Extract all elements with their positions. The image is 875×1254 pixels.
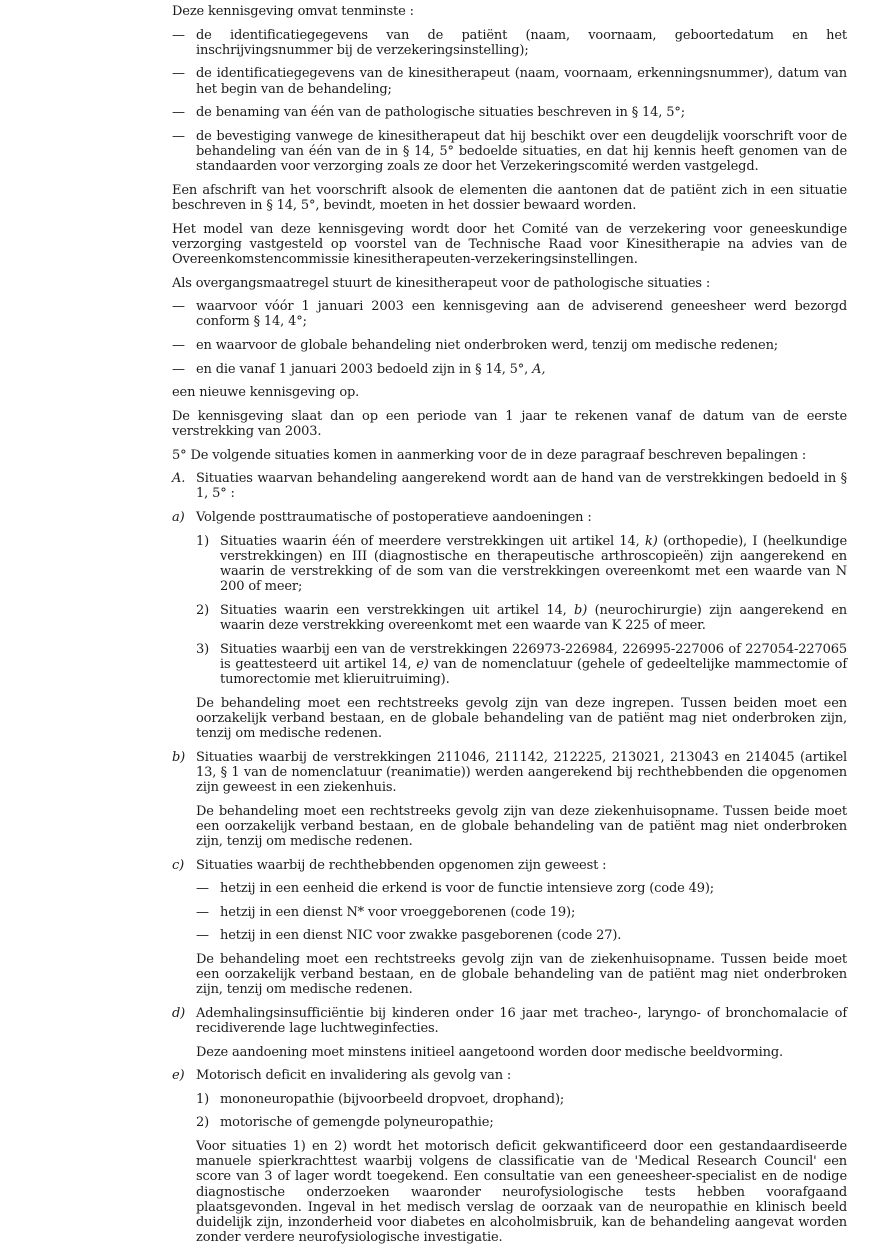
list-item-text: de identificatiegegevens van de kinesitherapeut (naam, voornaam, erkenningsnummer), datum van het begin van de behandeling; — [196, 66, 847, 97]
sub-item — [172, 1092, 847, 1107]
item-c — [172, 858, 847, 873]
sub-item-text: Situaties waarin één of meerdere verstrekkingen uit artikel 14, — [220, 533, 640, 549]
italic-ref: e) — [416, 656, 429, 672]
number-marker: 3) — [196, 641, 210, 657]
sub-item-text: Situaties waarbij een van de verstrekkingen 226973-226984, 226995-227006 of 227054-227065 is geattesteerd uit artikel 14, — [220, 641, 847, 672]
item-marker: e) — [172, 1068, 185, 1084]
list-item — [172, 299, 847, 329]
sub-item — [172, 1115, 847, 1130]
sub-item-text: Situaties waarin een verstrekkingen uit artikel 14, — [220, 602, 567, 618]
note-b: De behandeling moet een rechtstreeks gevolg zijn van deze ziekenhuisopname. Tussen beide moet een oorzakelijk verband bestaan, en de globale behandeling van de patiënt mag niet onderbroken zijn, tenzij om medische redenen. — [196, 803, 847, 849]
list-item — [172, 129, 847, 175]
sub-item — [172, 881, 847, 896]
intro-paragraph: Deze kennisgeving omvat tenminste : — [172, 4, 414, 19]
item-a — [172, 510, 847, 525]
paragraph-5: 5° De volgende situaties komen in aanmerking voor de in deze paragraaf beschreven bepalingen : — [172, 447, 807, 463]
list-item-text: de bevestiging vanwege de kinesitherapeut dat hij beschikt over een deugdelijk voorschrift voor de behandeling van één van de in § 14, 5° bedoelde situaties, en dat hij kennis heeft genomen van de standaarden voor verzorging zoals ze door het Verzekeringscomité werden vastgelegd. — [196, 128, 847, 175]
item-e — [172, 1068, 847, 1083]
list-item — [172, 66, 847, 96]
sub-item-text: hetzij in een dienst NIC voor zwakke pasgeborenen (code 27). — [220, 928, 622, 944]
item-text: Situaties waarbij de rechthebbenden opgenomen zijn geweest : — [196, 857, 607, 873]
note-d: Deze aandoening moet minstens initieel aangetoond worden door medische beeldvorming. — [196, 1044, 783, 1060]
section-a-heading — [172, 471, 847, 501]
list-item-text: en waarvoor de globale behandeling niet onderbroken werd, tenzij om medische redenen; — [196, 337, 779, 353]
italic-ref: b) — [574, 602, 588, 618]
list-item-text: de identificatiegegevens van de patiënt (naam, voornaam, geboortedatum en het inschrijvingsnummer bij de verzekeringsinstelling); — [196, 27, 847, 58]
sub-item — [172, 642, 847, 688]
item-text: Ademhalingsinsufficiëntie bij kinderen onder 16 jaar met tracheo-, laryngo- of bronchomalacie of recidiverende lage luchtweginfecties. — [196, 1005, 847, 1037]
number-marker: 2) — [196, 602, 210, 618]
sub-item-text: (neurochirurgie) zijn aangerekend en waarin deze verstrekking overeenkomt met een waarde van K 225 of meer. — [220, 602, 848, 633]
dash-marker: — — [172, 66, 185, 82]
number-marker: 2) — [196, 1115, 210, 1131]
paragraph-model: Het model van deze kennisgeving wordt door het Comité van de verzekering voor geneeskundige verzorging vastgesteld op voorstel van de Technische Raad voor Kinesitherapie na advies van de Overeenkomstencommissie kinesitherapeuten-verzekeringsinstellingen. — [172, 221, 847, 267]
dash-marker: — — [196, 881, 209, 897]
sub-item-text: hetzij in een eenheid die erkend is voor de functie intensieve zorg (code 49); — [220, 881, 715, 897]
dash-marker: — — [196, 928, 209, 944]
sub-item-text: (orthopedie), I (heelkundige verstrekkingen) en III (diagnostische en therapeutische arthroscopieën) zijn aangerekend en waarin de verstrekking of de som van die verstrekkingen overeenkomt met een waarde van N 200 of meer; — [220, 533, 848, 595]
list-item-text: waarvoor vóór 1 januari 2003 een kennisgeving aan de adviserend geneesheer werd bezorgd conform § 14, 4°; — [196, 299, 847, 330]
paragraph-afschrift: Een afschrift van het voorschrift alsook de elementen die aantonen dat de patiënt zich in een situatie beschreven in § 14, 5°, bevindt, moeten in het dossier bewaard worden. — [172, 182, 847, 213]
item-text: Motorisch deficit en invalidering als gevolg van : — [196, 1068, 512, 1084]
dash-marker: — — [172, 128, 185, 144]
document-page — [172, 4, 847, 1254]
sub-item — [172, 905, 847, 920]
list-item-text: de benaming van één van de pathologische situaties beschreven in § 14, 5°; — [196, 105, 685, 121]
list-item-text: en die vanaf 1 januari 2003 bedoeld zijn in § 14, 5°, — [196, 361, 529, 377]
number-marker: 1) — [196, 533, 210, 549]
paragraph-overgang: Als overgangsmaatregel stuurt de kinesitherapeut voor de pathologische situaties : — [172, 275, 711, 291]
item-text: Volgende posttraumatische of postoperatieve aandoeningen : — [196, 509, 592, 525]
note-e: Voor situaties 1) en 2) wordt het motorisch deficit gekwantificeerd door een gestandaardiseerde manuele spierkrachttest waarbij volgens de classificatie van de 'Medical Research Council' een score van 3 of lager wordt toegekend. Een consultatie van een geneesheer-specialist en de nodige diagnostische onderzoeken waaronder neurofysiologische tests hebben voorafgaand plaatsgevonden. Ingeval in het medisch verslag de oorzaak van de neuropathie en klinisch beeld duidelijk zijn, inzonderheid voor diabetes en alcoholmisbruik, kan de behandeling aangevat worden zonder verdere neurofysiologische investigatie. — [196, 1139, 847, 1246]
number-marker: 1) — [196, 1091, 210, 1107]
item-b — [172, 750, 847, 796]
item-marker: a) — [172, 509, 185, 525]
sub-item — [172, 534, 847, 595]
italic-ref: A, — [532, 361, 546, 377]
paragraph-nieuwe: een nieuwe kennisgeving op. — [172, 385, 360, 401]
sub-item — [172, 603, 847, 633]
item-marker: d) — [172, 1005, 186, 1021]
paragraph-periode: De kennisgeving slaat dan op een periode van 1 jaar te rekenen vanaf de datum van de eerste verstrekking van 2003. — [172, 408, 847, 439]
italic-ref: k) — [645, 533, 658, 549]
dash-marker: — — [172, 337, 185, 353]
dash-marker: — — [172, 299, 185, 315]
sub-item-text: hetzij in een dienst N* voor vroeggeborenen (code 19); — [220, 904, 576, 920]
section-text: Situaties waarvan behandeling aangerekend wordt aan de hand van de verstrekkingen bedoeld in § 1, 5° : — [196, 471, 847, 502]
sub-item-text: motorische of gemengde polyneuropathie; — [220, 1115, 494, 1131]
dash-marker: — — [172, 361, 185, 377]
section-marker: A. — [172, 471, 186, 487]
item-d — [172, 1006, 847, 1036]
sub-item-text: mononeuropathie (bijvoorbeeld dropvoet, drophand); — [220, 1091, 565, 1107]
list-item — [172, 105, 847, 120]
dash-marker: — — [172, 105, 185, 121]
dash-marker: — — [196, 904, 209, 920]
sub-item-text: van de nomenclatuur (gehele of gedeeltelijke mammectomie of tumorectomie met klieruitruiming). — [220, 656, 847, 687]
list-item — [172, 338, 847, 353]
note-a: De behandeling moet een rechtstreeks gevolg zijn van deze ingrepen. Tussen beiden moet een oorzakelijk verband bestaan, en de globale behandeling van de patiënt mag niet onderbroken zijn, tenzij om medische redenen. — [196, 695, 847, 741]
list-item — [172, 28, 847, 58]
note-c: De behandeling moet een rechtstreeks gevolg zijn van de ziekenhuisopname. Tussen beide moet een oorzakelijk verband bestaan, en de globale behandeling van de patiënt mag niet onderbroken zijn, tenzij om medische redenen. — [196, 951, 847, 998]
sub-item — [172, 928, 847, 943]
item-marker: c) — [172, 857, 185, 873]
list-item — [172, 362, 847, 377]
item-marker: b) — [172, 749, 186, 765]
dash-marker: — — [172, 27, 185, 43]
item-text: Situaties waarbij de verstrekkingen 211046, 211142, 212225, 213021, 213043 en 214045 (artikel 13, § 1 van de nomenclatuur (reanimatie)) werden aangerekend bij rechthebbenden die opgenomen zijn geweest in een ziekenhuis. — [196, 749, 847, 795]
